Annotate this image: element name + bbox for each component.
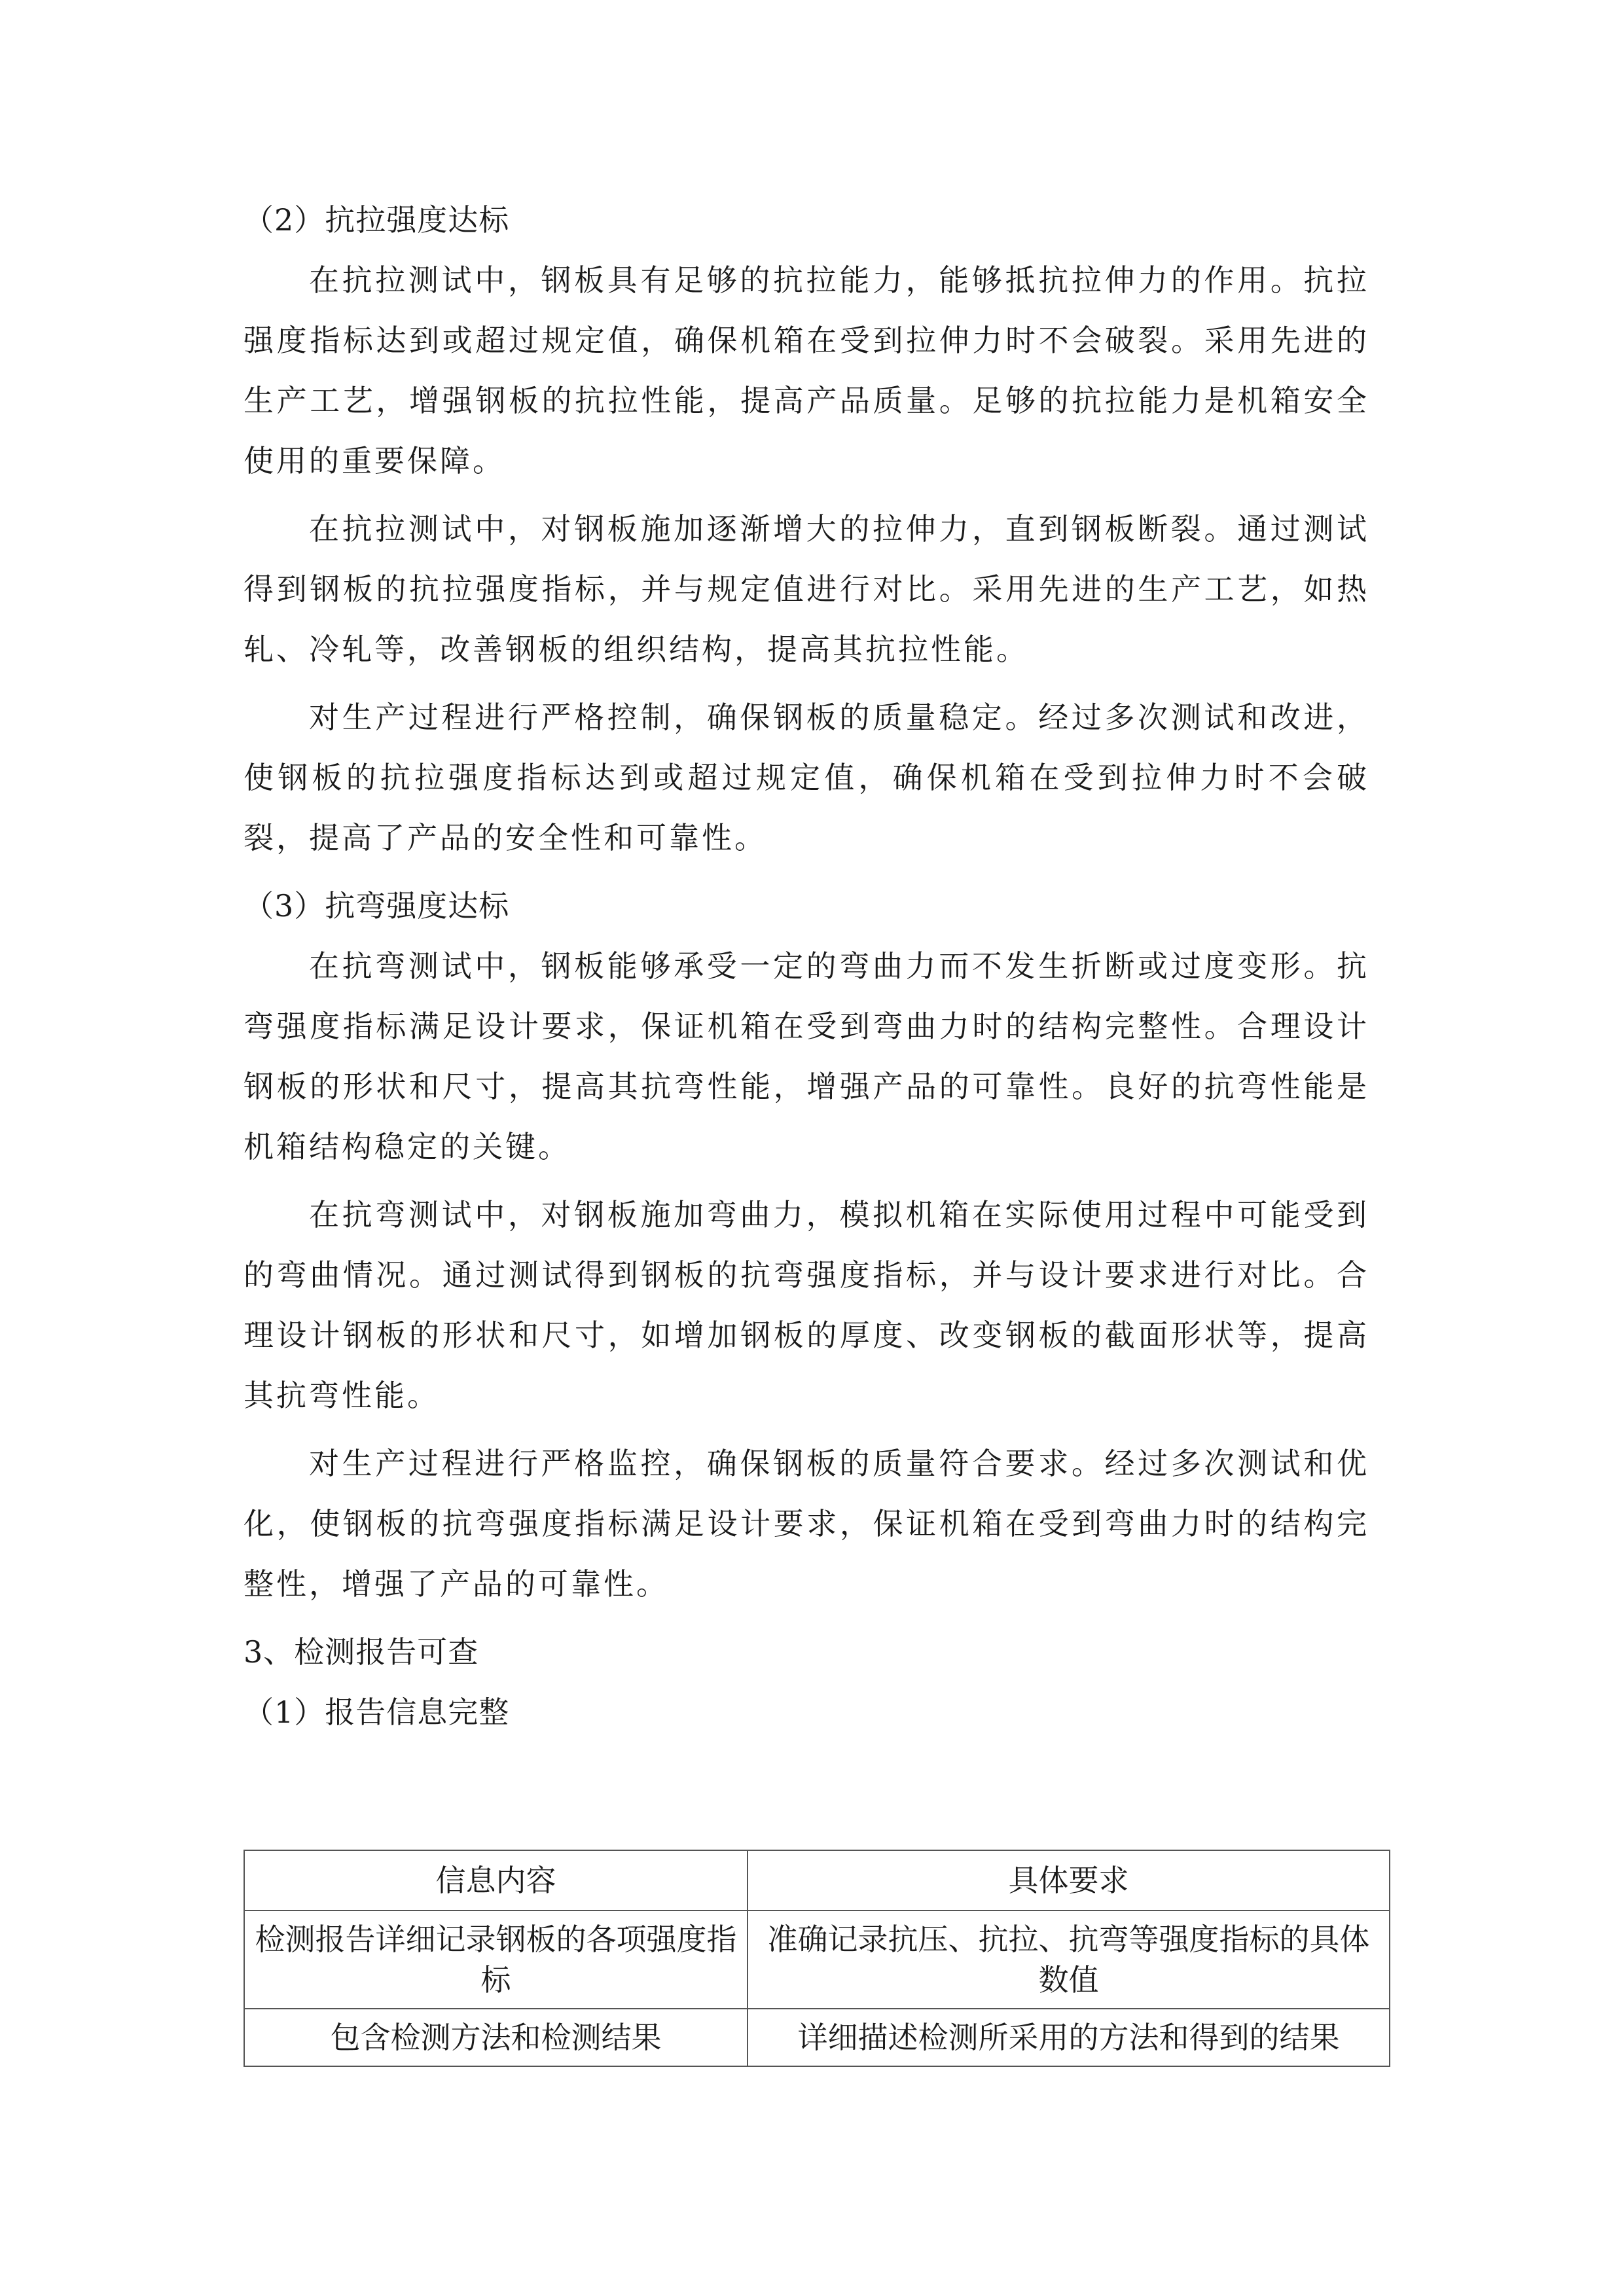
table-header-cell: 信息内容 (244, 1850, 748, 1910)
subsection-heading-report-info: （1）报告信息完整 (244, 1695, 510, 1730)
table-row (244, 1910, 1390, 2009)
paragraph: 在抗拉测试中，对钢板施加逐渐增大的拉伸力，直到钢板断裂。通过测试得到钢板的抗拉强度指标，并与规定值进行对比。采用先进的生产工艺，如热轧、冷轧等，改善钢板的组织结构，提高其抗拉性能。 (244, 511, 1369, 667)
report-info-table (244, 1850, 1390, 2067)
paragraph: 对生产过程进行严格监控，确保钢板的质量符合要求。经过多次测试和优化，使钢板的抗弯强度指标满足设计要求，保证机箱在受到弯曲力时的结构完整性，增强了产品的可靠性。 (244, 1446, 1369, 1602)
section-heading-bending: （3）抗弯强度达标 (244, 888, 510, 924)
paragraph: 在抗拉测试中，钢板具有足够的抗拉能力，能够抵抗拉伸力的作用。抗拉强度指标达到或超过规定值，确保机箱在受到拉伸力时不会破裂。采用先进的生产工艺，增强钢板的抗拉性能，提高产品质量。足够的抗拉能力是机箱安全使用的重要保障。 (244, 262, 1369, 478)
paragraph: 在抗弯测试中，钢板能够承受一定的弯曲力而不发生折断或过度变形。抗弯强度指标满足设计要求，保证机箱在受到弯曲力时的结构完整性。合理设计钢板的形状和尺寸，提高其抗弯性能，增强产品的可靠性。良好的抗弯性能是机箱结构稳定的关键。 (244, 948, 1369, 1164)
table-cell: 检测报告详细记录钢板的各项强度指标 (244, 1910, 748, 2009)
table-cell: 详细描述检测所采用的方法和得到的结果 (748, 2009, 1390, 2066)
section-heading-tensile: （2）抗拉强度达标 (244, 202, 510, 238)
table-header-cell: 具体要求 (748, 1850, 1390, 1910)
document-body (244, 190, 1369, 1742)
table-cell: 包含检测方法和检测结果 (244, 2009, 748, 2066)
table-header-row (244, 1850, 1390, 1910)
paragraph: 对生产过程进行严格控制，确保钢板的质量稳定。经过多次测试和改进，使钢板的抗拉强度指标达到或超过规定值，确保机箱在受到拉伸力时不会破裂，提高了产品的安全性和可靠性。 (244, 700, 1369, 855)
table-row (244, 2009, 1390, 2066)
paragraph: 在抗弯测试中，对钢板施加弯曲力，模拟机箱在实际使用过程中可能受到的弯曲情况。通过测试得到钢板的抗弯强度指标，并与设计要求进行对比。合理设计钢板的形状和尺寸，如增加钢板的厚度、改变钢板的截面形状等，提高其抗弯性能。 (244, 1197, 1369, 1413)
section-heading-report: 3、检测报告可查 (244, 1634, 479, 1670)
table-cell: 准确记录抗压、抗拉、抗弯等强度指标的具体数值 (748, 1910, 1390, 2009)
